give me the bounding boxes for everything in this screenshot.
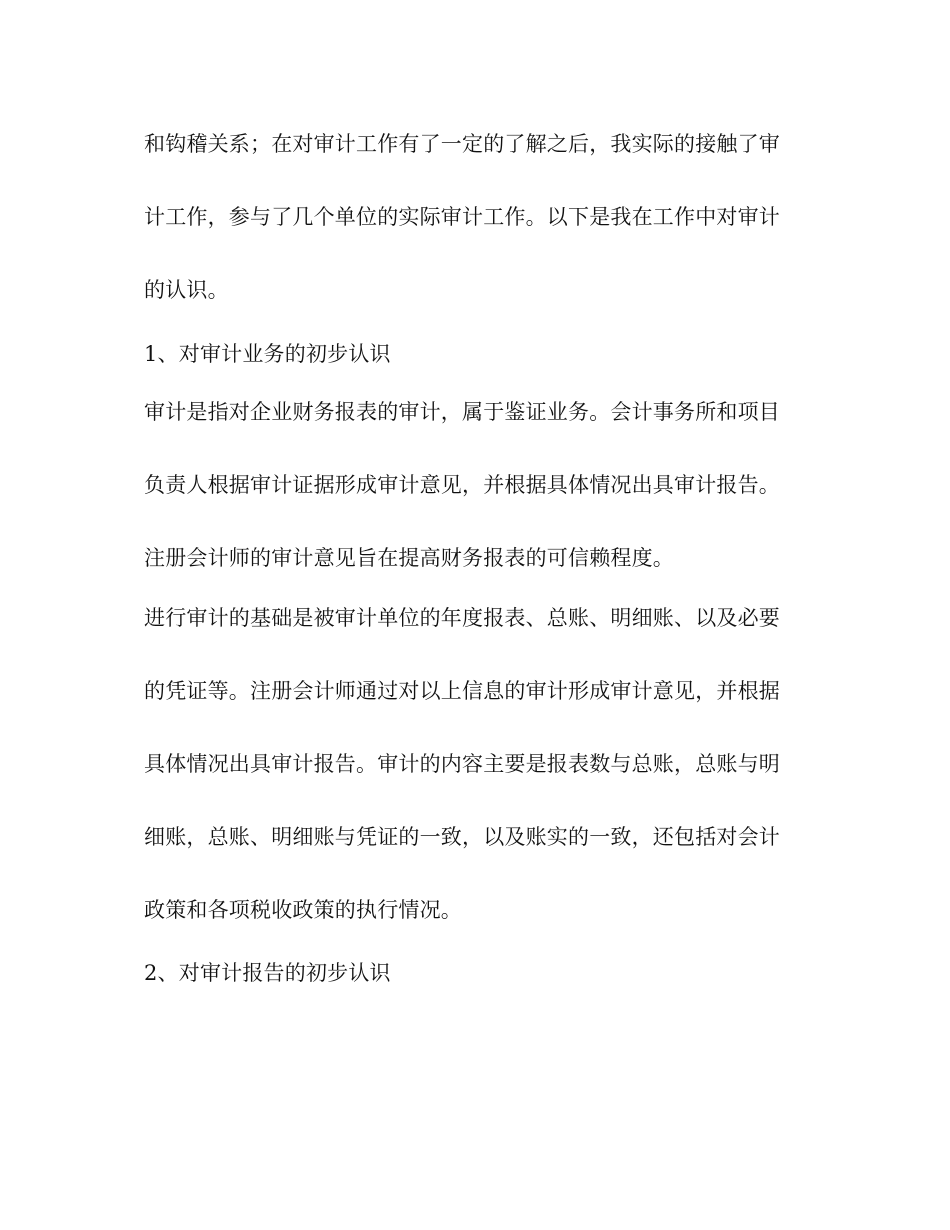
paragraph-line: 进行审计的基础是被审计单位的年度报表、总账、明细账、以及必要 — [144, 606, 780, 630]
paragraph-line: 和钩稽关系；在对审计工作有了一定的了解之后，我实际的接触了审 — [144, 132, 780, 156]
paragraph-line: 负责人根据审计证据形成审计意见，并根据具体情况出具审计报告。 — [144, 473, 780, 497]
paragraph-line: 细账，总账、明细账与凭证的一致，以及账实的一致，还包括对会计 — [144, 825, 780, 849]
section-heading: 1、对审计业务的初步认识 — [144, 342, 391, 366]
paragraph-line: 注册会计师的审计意见旨在提高财务报表的可信赖程度。 — [144, 546, 674, 570]
paragraph-line: 审计是指对企业财务报表的审计，属于鉴证业务。会计事务所和项目 — [144, 400, 780, 424]
paragraph-line: 的凭证等。注册会计师通过对以上信息的审计形成审计意见，并根据 — [144, 679, 780, 703]
paragraph-line: 政策和各项税收政策的执行情况。 — [144, 898, 462, 922]
paragraph-line: 计工作，参与了几个单位的实际审计工作。以下是我在工作中对审计 — [144, 205, 780, 229]
paragraph-line: 的认识。 — [144, 278, 229, 302]
section-heading: 2、对审计报告的初步认识 — [144, 961, 391, 985]
paragraph-line: 具体情况出具审计报告。审计的内容主要是报表数与总账，总账与明 — [144, 752, 780, 776]
